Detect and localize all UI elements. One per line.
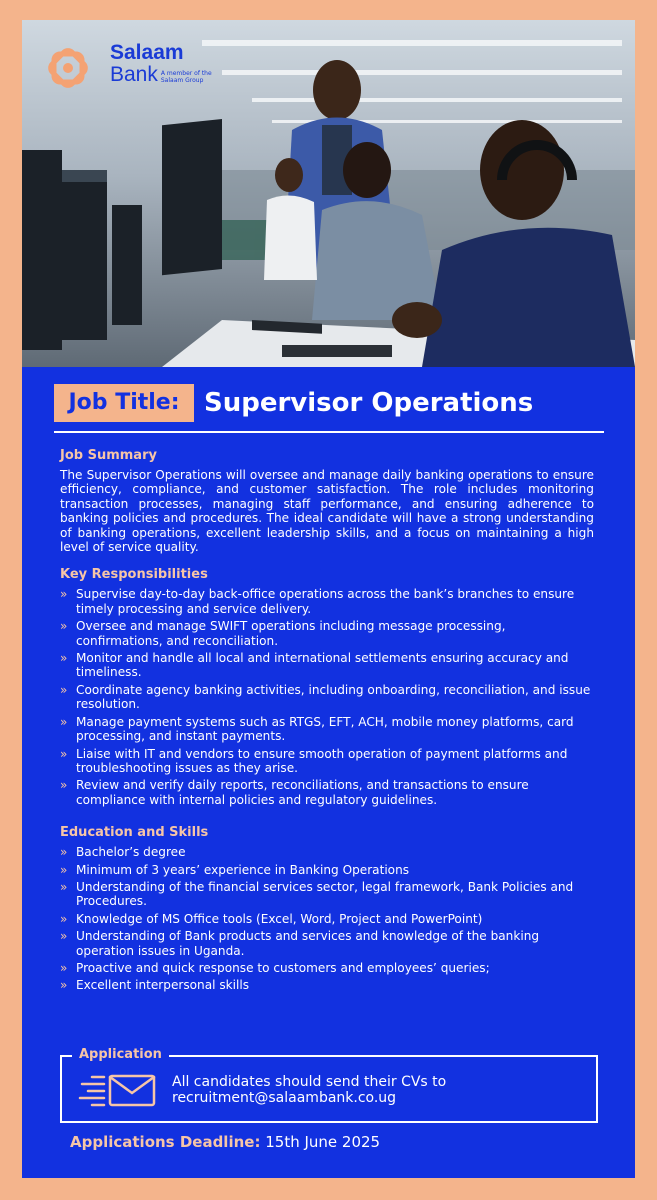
list-item: [60, 863, 594, 877]
list-item: [60, 619, 594, 648]
application-email-link[interactable]: recruitment@salaambank.co.ug: [172, 1090, 397, 1106]
brand-name-line1: Salaam: [110, 41, 184, 64]
list-item: [60, 651, 594, 680]
job-title-value: Supervisor Operations: [204, 388, 534, 418]
education-heading: Education and Skills: [60, 825, 209, 841]
application-heading: Application: [72, 1046, 169, 1064]
brand-tagline: A member of the Salaam Group: [160, 69, 212, 84]
application-instructions: [172, 1074, 572, 1106]
list-item-text: Minimum of 3 years’ experience in Banking Operations: [76, 862, 410, 877]
salaam-bank-logo: [36, 36, 236, 96]
bullet-icon: »: [60, 682, 68, 697]
bullet-icon: »: [60, 911, 68, 926]
bullet-icon: »: [60, 960, 68, 975]
mail-icon: [78, 1073, 158, 1107]
title-divider: [54, 431, 604, 433]
deadline-value: 15th June 2025: [265, 1133, 381, 1151]
deadline-label: Applications Deadline:: [70, 1133, 261, 1151]
list-item: [60, 929, 594, 958]
bullet-icon: »: [60, 778, 68, 793]
list-item-text: Coordinate agency banking activities, including onboarding, reconciliation, and issue resolution.: [76, 682, 591, 712]
responsibilities-list: [60, 587, 594, 807]
application-box: [60, 1047, 598, 1123]
list-item: [60, 912, 594, 926]
office-photo: [22, 20, 635, 367]
list-item: [60, 587, 594, 616]
application-text: All candidates should send their CVs to: [172, 1074, 447, 1090]
bullet-icon: »: [60, 619, 68, 634]
list-item: [60, 778, 594, 807]
education-list: [60, 845, 594, 993]
bullet-icon: »: [60, 587, 68, 602]
list-item-text: Proactive and quick response to customers and employees’ queries;: [76, 960, 490, 975]
list-item: [60, 747, 594, 776]
job-title-label: Job Title:: [54, 384, 194, 422]
list-item: [60, 880, 594, 909]
list-item-text: Understanding of Bank products and services and knowledge of the banking operation issues in Uganda.: [76, 929, 540, 958]
list-item-text: Supervise day-to-day back-office operations across the bank’s branches to ensure timely processing and service delivery.: [76, 587, 575, 616]
job-advert-card: [22, 20, 635, 1178]
bullet-icon: »: [60, 978, 68, 993]
applications-deadline: [70, 1132, 380, 1152]
list-item: [60, 978, 594, 992]
list-item-text: Review and verify daily reports, reconciliations, and transactions to ensure compliance with internal policies and regulatory guidelines.: [76, 778, 529, 807]
list-item-text: Monitor and handle all local and international settlements ensuring accuracy and timeliness.: [76, 651, 569, 680]
bullet-icon: »: [60, 929, 68, 944]
list-item-text: Oversee and manage SWIFT operations including message processing, confirmations, and reconciliation.: [76, 619, 506, 648]
logo-star-icon: [36, 36, 100, 100]
bullet-icon: »: [60, 845, 68, 860]
list-item: [60, 715, 594, 744]
list-item-text: Liaise with IT and vendors to ensure smooth operation of payment platforms and troubleshooting issues as they arise.: [76, 746, 568, 775]
job-content: [60, 448, 594, 996]
bullet-icon: »: [60, 879, 68, 894]
brand-name-line2: Bank: [110, 63, 158, 86]
list-item: [60, 683, 594, 712]
responsibilities-heading: Key Responsibilities: [60, 567, 208, 583]
list-item-text: Manage payment systems such as RTGS, EFT, ACH, mobile money platforms, card processing, and instant payments.: [76, 714, 574, 744]
summary-text: The Supervisor Operations will oversee and manage daily banking operations to ensure efficiency, compliance, and customer satisfaction. The role includes monitoring transaction processes, managing staff performance, and ensuring adherence to banking policies and procedures. The ideal candidate will have a strong understanding of banking operations, excellent leadership skills, and a focus on maintaining a high level of service quality.: [60, 468, 594, 555]
list-item-text: Knowledge of MS Office tools (Excel, Word, Project and PowerPoint): [76, 911, 483, 926]
list-item-text: Bachelor’s degree: [76, 845, 186, 860]
bullet-icon: »: [60, 714, 68, 729]
list-item: [60, 961, 594, 975]
list-item: [60, 845, 594, 859]
bullet-icon: »: [60, 651, 68, 666]
bullet-icon: »: [60, 746, 68, 761]
summary-heading: Job Summary: [60, 448, 157, 463]
bullet-icon: »: [60, 862, 68, 877]
list-item-text: Excellent interpersonal skills: [76, 978, 250, 993]
list-item-text: Understanding of the financial services sector, legal framework, Bank Policies and Procedures.: [76, 879, 574, 909]
